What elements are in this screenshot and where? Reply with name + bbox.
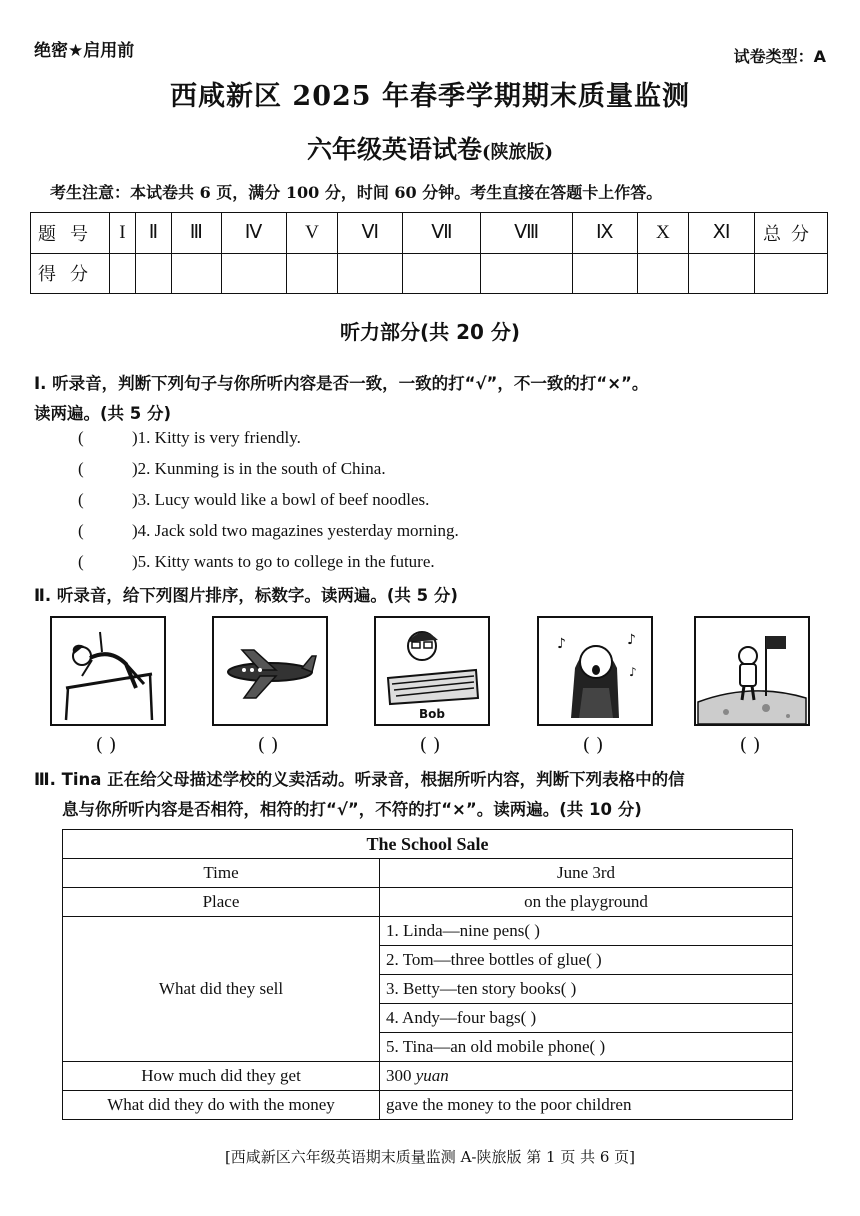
astronaut-on-moon-icon	[694, 616, 810, 726]
order-blank[interactable]: ( )	[739, 734, 761, 756]
section3-instruction: Ⅲ. Tina 正在给父母描述学校的义卖活动。听录音，根据所听内容，判断下列表格中的信	[34, 770, 685, 789]
row-label: Place	[63, 888, 380, 917]
tf-item-text: )2. Kunming is in the south of China.	[132, 459, 386, 478]
paper-type: 试卷类型：A	[733, 47, 826, 66]
tf-item	[78, 428, 301, 448]
score-cell	[135, 253, 171, 294]
section1-instruction: I. 听录音，判断下列句子与你所听内容是否一致，一致的打“√”，不一致的打“×”。	[34, 374, 649, 393]
tf-item-text: )5. Kitty wants to go to college in the future.	[132, 552, 435, 571]
order-blank[interactable]: ( )	[95, 734, 117, 756]
edition-label: (陕旅版)	[481, 142, 554, 163]
order-blank[interactable]: ( )	[257, 734, 279, 756]
section2-instruction: Ⅱ. 听录音，给下列图片排序，标数字。读两遍。(共 5 分)	[34, 586, 458, 605]
col-9: Ⅸ	[572, 213, 637, 254]
col-8: Ⅷ	[481, 213, 572, 254]
tf-item	[78, 459, 386, 479]
boy-with-books-icon	[374, 616, 490, 726]
tf-item	[78, 552, 435, 572]
listening-section-title: 听力部分(共 20 分)	[339, 320, 521, 344]
order-blank[interactable]: ( )	[419, 734, 441, 756]
tf-item	[78, 490, 429, 510]
answer-paren: (	[78, 459, 84, 478]
sell-item: 1. Linda—nine pens( )	[380, 917, 793, 946]
col-1: I	[110, 213, 136, 254]
answer-paren: (	[78, 521, 84, 540]
svg-text:♪: ♪	[629, 665, 637, 679]
candidate-notice: 考生注意：本试卷共 6 页，满分 100 分，时间 60 分钟。考生直接在答题卡上作答。	[50, 183, 663, 202]
picture-caption-bob: Bob	[419, 707, 445, 721]
sell-item: 5. Tina—an old mobile phone( )	[380, 1033, 793, 1062]
row-value: on the playground	[380, 888, 793, 917]
sell-item: 4. Andy—four bags( )	[380, 1004, 793, 1033]
score-label: 得分	[31, 253, 110, 294]
section3-instruction-cont: 息与你所听内容是否相符，相符的打“√”，不符的打“×”。读两遍。(共 10 分)	[62, 800, 642, 819]
col-5: V	[286, 213, 338, 254]
answer-paren: (	[78, 490, 84, 509]
singing-girl-icon	[537, 616, 653, 726]
sell-label: What did they sell	[63, 917, 380, 1062]
svg-text:♪: ♪	[557, 636, 566, 652]
col-11: Ⅺ	[689, 213, 755, 254]
table-title: The School Sale	[63, 830, 793, 859]
money-unit: yuan	[415, 1066, 449, 1085]
confidential-mark: 绝密★启用前	[34, 41, 135, 61]
order-blank[interactable]: ( )	[582, 734, 604, 756]
score-cell	[755, 253, 828, 294]
col-2: Ⅱ	[135, 213, 171, 254]
money-label: How much did they get	[63, 1062, 380, 1091]
score-cell	[572, 253, 637, 294]
score-cell	[403, 253, 481, 294]
score-cell	[110, 253, 136, 294]
tf-item-text: )3. Lucy would like a bowl of beef noodles.	[132, 490, 430, 509]
question-number-label: 题号	[31, 213, 110, 254]
use-value: gave the money to the poor children	[380, 1091, 793, 1120]
col-10: X	[637, 213, 689, 254]
airplane-icon	[212, 616, 328, 726]
subtitle-text: 六年级英语试卷	[306, 135, 482, 164]
use-label: What did they do with the money	[63, 1091, 380, 1120]
answer-paren: (	[78, 552, 84, 571]
sell-item: 2. Tom—three bottles of glue( )	[380, 946, 793, 975]
sell-item: 3. Betty—ten story books( )	[380, 975, 793, 1004]
page-footer: [西咸新区六年级英语期末质量监测 A-陕旅版 第 1 页 共 6 页]	[224, 1148, 636, 1166]
col-6: Ⅵ	[338, 213, 403, 254]
score-cell	[689, 253, 755, 294]
row-label: Time	[63, 859, 380, 888]
score-cell	[286, 253, 338, 294]
score-cell	[172, 253, 222, 294]
svg-text:♪: ♪	[627, 632, 636, 648]
score-table	[30, 212, 828, 294]
score-cell	[221, 253, 286, 294]
tf-item-text: )1. Kitty is very friendly.	[132, 428, 301, 447]
tf-item-text: )4. Jack sold two magazines yesterday morning.	[132, 521, 459, 540]
col-3: Ⅲ	[172, 213, 222, 254]
answer-paren: (	[78, 428, 84, 447]
section1-instruction-cont: 读两遍。(共 5 分)	[34, 404, 172, 423]
score-cell	[637, 253, 689, 294]
col-4: Ⅳ	[221, 213, 286, 254]
score-header-row	[31, 213, 828, 254]
money-amount: 300	[386, 1066, 412, 1085]
col-7: Ⅶ	[403, 213, 481, 254]
exam-subtitle	[0, 130, 860, 166]
total-label: 总分	[755, 213, 828, 254]
row-value: June 3rd	[380, 859, 793, 888]
score-cell	[338, 253, 403, 294]
high-jump-icon	[50, 616, 166, 726]
score-cell	[481, 253, 572, 294]
tf-item	[78, 521, 459, 541]
score-value-row	[31, 253, 828, 294]
exam-title: 西咸新区 2025 年春季学期期末质量监测	[170, 81, 690, 112]
school-sale-table	[62, 829, 793, 1120]
money-value	[380, 1062, 793, 1091]
